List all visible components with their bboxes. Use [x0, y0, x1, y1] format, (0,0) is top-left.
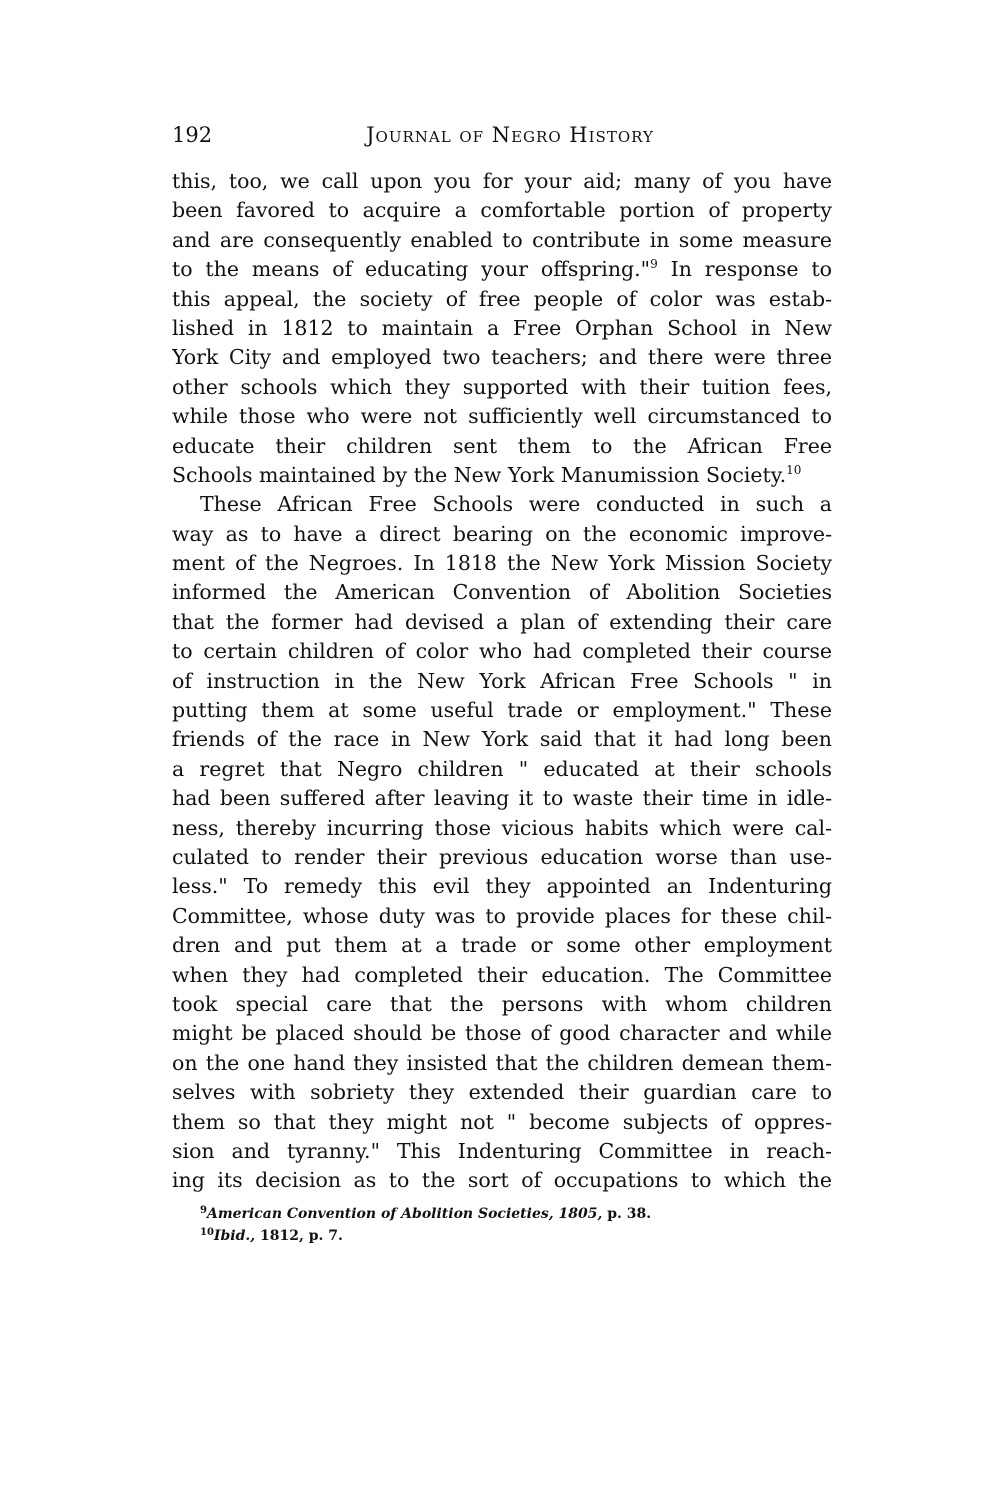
text-line: a regret that Negro children " educated at their schools	[172, 756, 832, 781]
text-line: dren and put them at a trade or some other employment	[172, 933, 832, 958]
footnote-ref-9: 9	[650, 257, 658, 272]
text-line: less." To remedy this evil they appointed an Indenturing	[172, 874, 832, 899]
text-segment: Schools maintained by the New York Manumission Society.	[172, 462, 787, 487]
footnote-9	[200, 1203, 820, 1225]
text-line: been favored to acquire a comfortable portion of property	[172, 198, 832, 223]
footnote-title: Ibid.,	[213, 1228, 256, 1244]
text-line: while those who were not sufficiently well circumstanced to	[172, 404, 832, 429]
text-line	[172, 255, 832, 284]
body-text	[172, 167, 832, 1196]
text-line: when they had completed their education. The Committee	[172, 962, 832, 987]
text-line: lished in 1812 to maintain a Free Orphan School in New	[172, 315, 832, 340]
text-segment: to the means of educating your offspring."	[172, 257, 651, 282]
text-line	[172, 461, 832, 490]
text-segment: In response to	[670, 257, 832, 282]
text-line: and are consequently enabled to contribute in some measure	[172, 227, 832, 252]
text-line: had been suffered after leaving it to waste their time in idle-	[172, 786, 832, 811]
text-line: that the former had devised a plan of extending their care	[172, 609, 832, 634]
text-line: York City and employed two teachers; and there were three	[172, 345, 832, 370]
page-number: 192	[172, 123, 213, 147]
text-line: These African Free Schools were conducted in such a	[200, 492, 832, 517]
footnote-rest: p. 38.	[607, 1206, 652, 1222]
text-line: of instruction in the New York African Free Schools " in	[172, 668, 832, 693]
text-line: putting them at some useful trade or employment." These	[172, 698, 832, 723]
text-line: selves with sobriety they extended their guardian care to	[172, 1080, 832, 1105]
footnote-10	[200, 1225, 820, 1247]
footnote-number: 9	[200, 1205, 207, 1216]
text-line: ment of the Negroes. In 1818 the New York Mission Society	[172, 551, 832, 576]
text-line: on the one hand they insisted that the children demean them-	[172, 1050, 832, 1075]
page-header	[172, 120, 832, 150]
text-line: other schools which they supported with their tuition fees,	[172, 374, 832, 399]
text-line: this, too, we call upon you for your aid; many of you have	[172, 169, 832, 193]
footnote-title: American Convention of Abolition Societies, 1805,	[206, 1206, 603, 1222]
running-title: Journal of Negro History	[366, 123, 654, 147]
text-line: Committee, whose duty was to provide places for these chil-	[172, 903, 832, 928]
footnote-number: 10	[200, 1227, 214, 1238]
text-line: ing its decision as to the sort of occupations to which the	[172, 1168, 832, 1193]
text-line: friends of the race in New York said that it had long been	[172, 727, 832, 752]
text-line: sion and tyranny." This Indenturing Committee in reach-	[172, 1138, 832, 1163]
footnote-ref-10: 10	[786, 462, 802, 477]
text-line: educate their children sent them to the African Free	[172, 433, 832, 458]
text-line: way as to have a direct bearing on the economic improve-	[172, 521, 832, 546]
text-line: to certain children of color who had completed their course	[172, 639, 832, 664]
text-line: this appeal, the society of free people of color was estab-	[172, 286, 832, 311]
text-line: ness, thereby incurring those vicious habits which were cal-	[172, 815, 832, 840]
text-line: might be placed should be those of good character and while	[172, 1021, 832, 1046]
footnote-rest: 1812, p. 7.	[260, 1228, 343, 1244]
text-line: took special care that the persons with whom children	[172, 991, 832, 1016]
text-line: them so that they might not " become subjects of oppres-	[172, 1109, 832, 1134]
text-line: informed the American Convention of Abolition Societies	[172, 580, 832, 605]
text-line: culated to render their previous education worse than use-	[172, 844, 832, 869]
footnotes	[200, 1203, 820, 1247]
